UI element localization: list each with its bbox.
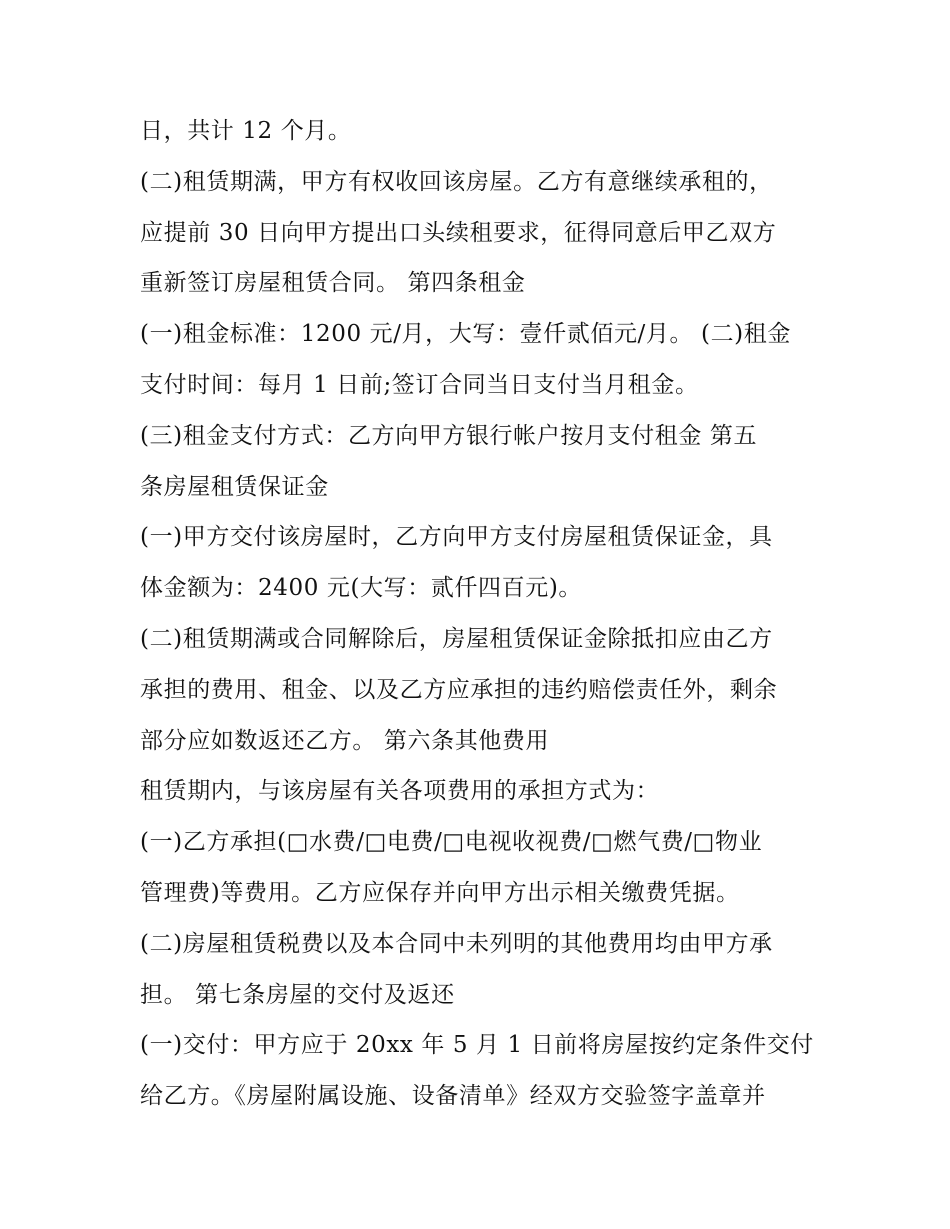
text-line: (二)租赁期满，甲方有权收回该房屋。乙方有意继续承租的， (140, 168, 773, 195)
text-line: 支付时间：每月 1 日前;签订合同当日支付当月租金。 (140, 371, 699, 398)
text-line: (三)租金支付方式：乙方向甲方银行帐户按月支付租金 第五 (140, 422, 758, 449)
text-line: 管理费)等费用。乙方应保存并向甲方出示相关缴费凭据。 (140, 879, 740, 906)
contract-text-body (140, 106, 830, 1122)
text-line: 承担的费用、租金、以及乙方应承担的违约赔偿责任外，剩余 (140, 676, 778, 703)
text-line: 体金额为：2400 元(大写：贰仟四百元)。 (140, 575, 582, 602)
text-line: 租赁期内，与该房屋有关各项费用的承担方式为： (140, 778, 660, 805)
text-line: 部分应如数返还乙方。 第六条其他费用 (140, 727, 550, 754)
text-line: (一)甲方交付该房屋时，乙方向甲方支付房屋租赁保证金，具 (140, 524, 773, 551)
text-line: (一)乙方承担(□水费/□电费/□电视收视费/□燃气费/□物业 (140, 829, 763, 856)
text-line: (一)租金标准：1200 元/月，大写：壹仟贰佰元/月。 (二)租金 (140, 321, 791, 348)
text-line: 条房屋租赁保证金 (140, 473, 329, 500)
text-line: (一)交付：甲方应于 20xx 年 5 月 1 日前将房屋按约定条件交付 (140, 1032, 814, 1059)
text-line: (二)房屋租赁税费以及本合同中未列明的其他费用均由甲方承 (140, 930, 773, 957)
text-line: 重新签订房屋租赁合同。 第四条租金 (140, 270, 526, 297)
text-line: (二)租赁期满或合同解除后，房屋租赁保证金除抵扣应由乙方 (140, 625, 773, 652)
text-line: 日，共计 12 个月。 (140, 118, 352, 144)
text-line: 应提前 30 日向甲方提出口头续租要求，征得同意后甲乙双方 (140, 219, 777, 246)
text-line: 担。 第七条房屋的交付及返还 (140, 981, 455, 1008)
text-line: 给乙方。《房屋附属设施、设备清单》经双方交验签字盖章并 (140, 1083, 766, 1110)
